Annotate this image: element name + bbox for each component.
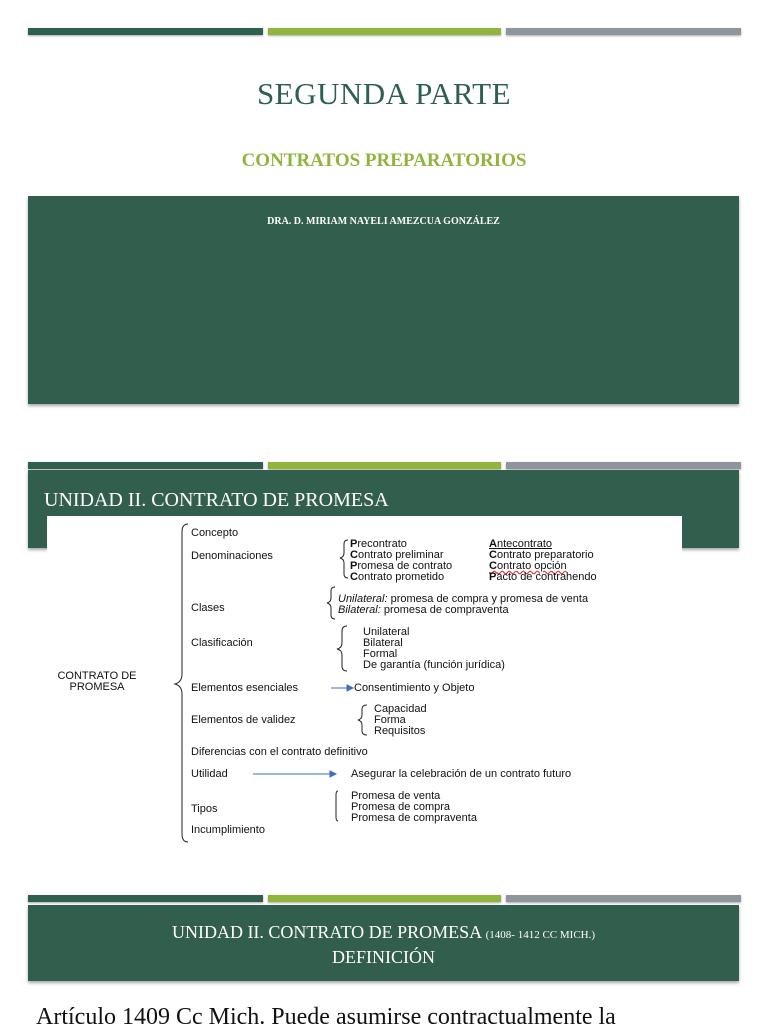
utilidad-value: Asegurar la celebración de un contrato futuro [351,768,572,780]
slide3-title-band [28,905,739,981]
item-denominaciones: Denominaciones [191,550,273,562]
item-tipos: Tipos [191,803,218,815]
root-label-line2: PROMESA [69,681,125,693]
slide2-title: UNIDAD II. CONTRATO DE PROMESA [44,489,389,511]
tipo-1: Promesa de venta [351,790,441,802]
denominacion-left-2: Contrato preliminar [350,549,444,561]
denominacion-left-3: Promesa de contrato [350,560,453,572]
accent-bar-light-green [268,28,501,35]
accent-bar-light-green [268,462,501,469]
tipo-3: Promesa de compraventa [351,812,477,824]
item-utilidad: Utilidad [191,768,228,780]
slide3-title: UNIDAD II. CONTRATO DE PROMESA [171,922,482,942]
denominacion-left-4: Contrato prometido [350,571,445,583]
item-clasificacion: Clasificación [191,637,253,649]
clase-unilateral: Unilateral: promesa de compra y promesa de venta [338,593,589,605]
accent-bar-light-green [268,895,501,902]
slide1-author-box [28,196,739,404]
accent-bars-slide3 [28,895,741,902]
clasificacion-4: De garantía (función jurídica) [363,659,505,671]
validez-3: Requisitos [374,725,426,737]
slide3-subtitle: DEFINICIÓN [332,947,435,967]
item-concepto: Concepto [191,527,239,539]
clasificacion-3: Formal [363,648,398,660]
concept-map-diagram [47,516,682,852]
item-elementos-esenciales: Elementos esenciales [191,682,299,694]
item-diferencias: Diferencias con el contrato definitivo [191,746,368,758]
accent-bar-dark-green [28,462,263,469]
article-text: Artículo 1409 Cc Mich. Puede asumirse contractualmente la [36,1004,616,1030]
slide1-subtitle: CONTRATOS PREPARATORIOS [241,150,527,171]
author-name: DRA. D. MIRIAM NAYELI AMEZCUA GONZÁLEZ [267,216,500,227]
slide1-title: SEGUNDA PARTE [256,76,512,111]
clase-bilateral: Bilateral: promesa de compraventa [338,604,509,616]
denominacion-right-1: Antecontrato [489,538,552,550]
denominacion-right-3: Contrato opción [489,560,567,572]
clasificacion-1: Unilateral [363,626,410,638]
accent-bar-gray [506,895,741,902]
accent-bar-gray [506,462,741,469]
denominacion-right-4: Pacto de contrahendo [489,571,597,583]
item-incumplimiento: Incumplimiento [191,824,265,836]
accent-bar-dark-green [28,895,263,902]
accent-bar-dark-green [28,28,263,35]
slide3-title-small: (1408- 1412 CC MICH.) [485,929,596,941]
item-elementos-validez: Elementos de validez [191,714,296,726]
accent-bars-slide2 [28,462,741,469]
accent-bars-top [28,28,741,35]
validez-1: Capacidad [374,703,427,715]
root-label-line1: CONTRATO DE [57,670,137,682]
clasificacion-2: Bilateral [363,637,403,649]
item-clases: Clases [191,602,225,614]
denominacion-left-1: Precontrato [350,538,407,550]
esenciales-value: Consentimiento y Objeto [354,682,475,694]
slide3-title-line [28,922,739,943]
validez-2: Forma [374,714,406,726]
accent-bar-gray [506,28,741,35]
tipo-2: Promesa de compra [351,801,451,813]
denominacion-right-2: Contrato preparatorio [489,549,594,561]
